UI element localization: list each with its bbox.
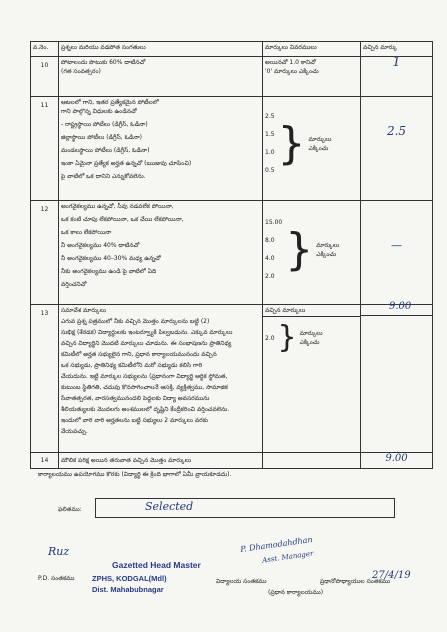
- hm-label: విద్యాలయ సంతకము: [216, 578, 267, 585]
- table-row: [31, 97, 433, 201]
- table-row: [31, 305, 433, 453]
- middle-signature-title: Asst. Manager: [261, 549, 314, 565]
- table-row: [31, 57, 433, 97]
- row-question: పోటాలందు పొటుకు 60% దాటినచో (గత సంవత్సరం): [59, 57, 263, 97]
- table-row: [31, 201, 433, 305]
- header-marks-detail: మార్కులు వివరములు: [263, 42, 361, 57]
- stamp-line2: ZPHS, KODGAL(Mdl): [92, 574, 167, 583]
- table-row: [31, 453, 433, 469]
- middle-signature: P. Dhamodahdhan: [239, 534, 314, 555]
- pd-signature: Ruz: [48, 545, 70, 558]
- ssign-label: ప్రధానోపాధ్యాయుల సంతకము: [320, 578, 391, 585]
- brace-icon: }: [277, 117, 306, 169]
- brace-icon: }: [285, 223, 314, 275]
- row-question: ఆటలలో గాని, ఇతర ప్రత్యేకమైన పోటీలలో గాని పాల్గొన్న విధులకు ఉండినచో - రాష్ట్రస్థాయి పోటీలు (డిగ్రీస్, ఓడినా) జిల్లాస్థాయి పోటీలు (డిగ్రీస్, ఓడినా) మండలస్థాయి పోటీలు (డిగ్రీస్, ఓడినా) ఇంకా ఏమైనా ప్రత్యేక అర్హత ఉన్నచో (ఋజువు చూపించి) పై వాటిలో ఒక దానిని ఎన్నుకోవలెను.: [59, 97, 263, 201]
- row-number: 14: [31, 453, 59, 469]
- office-use-note: కార్యాలయము ఉపయోగము కొరకు (విద్యార్థి ఈ క్రింది భాగాలో ఏమీ వ్రాయకూడదు).: [38, 471, 232, 478]
- row-given: 9.00: [361, 453, 433, 469]
- row-marks-detail: 15.00 8.0 4.0 2.0 } మార్కులు ఎక్కించు: [263, 201, 361, 305]
- result-label: ఫలితము:: [58, 506, 82, 513]
- header-marks-given: వచ్చిన మార్కు: [361, 42, 433, 57]
- table-header: [31, 42, 433, 57]
- row-number: 11: [31, 97, 59, 201]
- stamp-line1: Gazetted Head Master: [112, 560, 201, 570]
- row-marks-detail: వచ్చిన మార్కులు 2.0 } మార్కులు ఎక్కించు: [263, 305, 361, 453]
- row-number: 13: [31, 305, 59, 453]
- row-given: —: [361, 201, 433, 305]
- row-marks-detail: అయినచో 1.0 కానిచో '0' మార్కులు ఎక్కించు: [263, 57, 361, 97]
- marks-table: [30, 41, 433, 469]
- row-marks-detail: 2.5 1.5 1.0 0.5 } మార్కులు ఎక్కించు: [263, 97, 361, 201]
- row-question: సమావేశ మార్కులు ఎగువ ప్రశ్న పత్రములో నీకు వచ్చిన మొత్తం మార్కులను బట్టి (2) సుభిక్ష (శేరడక) విద్యార్థులకు ఇంటర్వ్యూకి పిల్వబడును. ఎక్కువ మార్కులు వచ్చిన విద్యార్థిని మొదటి మార్కులు చూడును. ఈ సంభాషణను ప్రాతినిథ్య కమిటీలో అర్హత సభ్యులైన గాని, ప్రధాన కార్యాలయమునందు వచ్చిన ఒక సభ్యుడు, ప్రాతినిథ్య కమిటీలోని మరో సభ్యుడు కలిసి గారి చేయదును. ఇట్టి మార్కుల సభ్యులను (ప్రధానంగా విద్యార్థి ఆర్థిక స్థోమత, కుటుంబ స్థితిగతి, చదువు కొనసాగించాలనే ఆసక్తి, వ్యక్తిత్వము, సామాజిక సేవాతత్పరత, వారసత్వమునందలి పెద్దలకు విద్యా అవసరమును శీలియత్యులకు మొదలగు అంశములలో దృష్టిని కేంద్రీకరించి వర్తించవలెను. ఇందులో వారి వారి అర్హతలను బట్టి సభ్యులు 2 మార్కులు వరకు వేయవచ్చు.: [59, 305, 263, 453]
- office-label: (ప్రధాన కార్యాలయము): [268, 589, 324, 596]
- row-given: 2.5: [361, 97, 433, 201]
- row-number: 12: [31, 201, 59, 305]
- row-number: 10: [31, 57, 59, 97]
- result-value: Selected: [145, 500, 194, 513]
- brace-icon: }: [277, 320, 297, 355]
- row-given: 1: [361, 57, 433, 97]
- stamp-line3: Dist. Mahabubnagar: [92, 585, 164, 594]
- pd-label: P.D. సంతకము: [38, 575, 75, 582]
- date: 27/4/19: [372, 570, 411, 581]
- header-questions: ప్రశ్నలు మరియు వడపోత సంగతులు: [59, 42, 263, 57]
- header-sno: వ.నెం.: [31, 42, 59, 57]
- result-box: [95, 498, 395, 518]
- row-given: 9.00: [361, 305, 433, 453]
- row-question: అంగవైకల్యము ఉన్నచో, సీవు నడవలేక పోయినా, ఒక కంటి చూపు లేకపోయినా, ఒక చేయి లేకపోయినా, ఒక కాలు లేకపోయినా నీ అంగవైకల్యము 40% దాటినచో నీ అంగవైకల్యము 40–30% మధ్య ఉన్నచో నీకు అంగవైకల్యము ఉండి పై వాటిలో ఏది వర్తించనిచో: [59, 201, 263, 305]
- row-question: మౌలిక పరిక్ష అయిన తరువాత వచ్చిన మొత్తం మార్కులు: [59, 453, 263, 469]
